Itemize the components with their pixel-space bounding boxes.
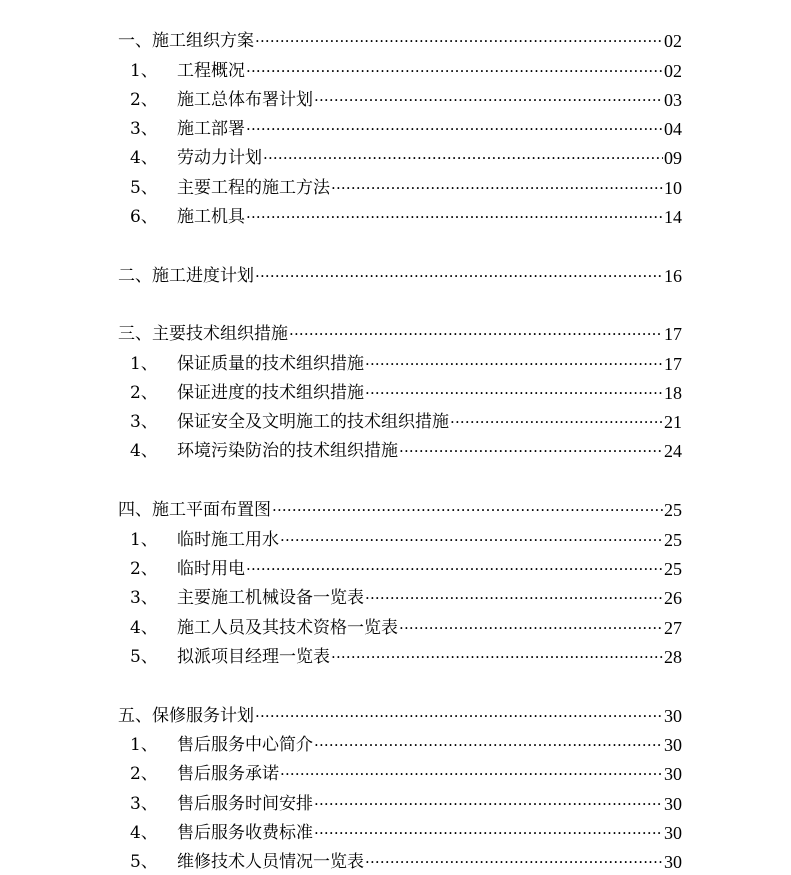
toc-item: [0, 437, 791, 466]
page-number: 30: [664, 764, 682, 784]
page-number: 30: [664, 735, 682, 755]
chapter-title: 三、主要技术组织措施: [118, 324, 288, 344]
leader-dots: [331, 643, 663, 672]
leader-dots: [255, 27, 663, 56]
item-title: 售后服务中心简介: [177, 735, 313, 755]
toc-item: [0, 643, 791, 672]
toc-item: [0, 614, 791, 643]
item-number: 4、: [130, 618, 158, 638]
leader-dots: [450, 408, 663, 437]
toc-item: [0, 731, 791, 760]
toc-item: [0, 408, 791, 437]
item-title: 施工人员及其技术资格一览表: [177, 618, 398, 638]
item-title: 拟派项目经理一览表: [177, 647, 330, 667]
item-title: 环境污染防治的技术组织措施: [177, 441, 398, 461]
item-number: 1、: [130, 735, 158, 755]
leader-dots: [272, 496, 663, 525]
page-number: 17: [664, 324, 682, 344]
item-number: 5、: [130, 647, 158, 667]
toc-chapter-4: [0, 496, 791, 525]
item-number: 3、: [130, 588, 158, 608]
item-title: 保证安全及文明施工的技术组织措施: [177, 412, 449, 432]
leader-dots: [399, 614, 663, 643]
leader-dots: [263, 144, 663, 173]
toc-item: [0, 86, 791, 115]
toc-chapter-2: [0, 262, 791, 291]
item-title: 维修技术人员情况一览表: [177, 852, 364, 872]
page-number: 02: [664, 61, 682, 81]
page-number: 30: [664, 852, 682, 872]
toc-item: [0, 144, 791, 173]
item-number: 3、: [130, 119, 158, 139]
item-number: 2、: [130, 559, 158, 579]
toc-item: [0, 790, 791, 819]
chapter-title: 一、施工组织方案: [118, 31, 254, 51]
item-title: 售后服务收费标准: [177, 823, 313, 843]
page-number: 21: [664, 412, 682, 432]
item-title: 售后服务承诺: [177, 764, 279, 784]
toc-item: [0, 350, 791, 379]
item-number: 1、: [130, 61, 158, 81]
item-title: 施工总体布署计划: [177, 90, 313, 110]
page-number: 17: [664, 354, 682, 374]
leader-dots: [314, 819, 663, 848]
item-title: 工程概况: [177, 61, 245, 81]
leader-dots: [280, 760, 663, 789]
item-title: 售后服务时间安排: [177, 794, 313, 814]
chapter-title: 五、保修服务计划: [118, 706, 254, 726]
toc-chapter-5: [0, 702, 791, 731]
chapter-title: 二、施工进度计划: [118, 266, 254, 286]
leader-dots: [365, 379, 663, 408]
page-number: 30: [664, 706, 682, 726]
toc-item: [0, 174, 791, 203]
page-number: 28: [664, 647, 682, 667]
page-number: 25: [664, 559, 682, 579]
item-title: 主要工程的施工方法: [177, 178, 330, 198]
page-number: 02: [664, 31, 682, 51]
toc-item: [0, 57, 791, 86]
item-title: 临时用电: [177, 559, 245, 579]
leader-dots: [365, 848, 663, 875]
item-title: 施工部署: [177, 119, 245, 139]
toc-item: [0, 584, 791, 613]
toc-item: [0, 848, 791, 875]
toc-chapter-1: [0, 27, 791, 56]
leader-dots: [365, 350, 663, 379]
page-number: 16: [664, 266, 682, 286]
item-title: 劳动力计划: [177, 148, 262, 168]
page-number: 04: [664, 119, 682, 139]
item-number: 2、: [130, 383, 158, 403]
toc-item: [0, 379, 791, 408]
toc-item: [0, 760, 791, 789]
page-number: 30: [664, 823, 682, 843]
leader-dots: [331, 174, 663, 203]
toc-item: [0, 115, 791, 144]
item-number: 1、: [130, 354, 158, 374]
leader-dots: [314, 790, 663, 819]
page-number: 24: [664, 441, 682, 461]
page-number: 25: [664, 530, 682, 550]
page-number: 27: [664, 618, 682, 638]
chapter-title: 四、施工平面布置图: [118, 500, 271, 520]
item-title: 施工机具: [177, 207, 245, 227]
item-number: 4、: [130, 823, 158, 843]
page-number: 03: [664, 90, 682, 110]
page-number: 10: [664, 178, 682, 198]
item-number: 6、: [130, 207, 158, 227]
toc-chapter-3: [0, 320, 791, 349]
leader-dots: [255, 702, 663, 731]
toc-item: [0, 203, 791, 232]
item-number: 2、: [130, 90, 158, 110]
leader-dots: [314, 731, 663, 760]
item-number: 5、: [130, 852, 158, 872]
toc-item: [0, 819, 791, 848]
toc-item: [0, 526, 791, 555]
item-title: 保证质量的技术组织措施: [177, 354, 364, 374]
item-number: 2、: [130, 764, 158, 784]
item-number: 4、: [130, 148, 158, 168]
leader-dots: [314, 86, 663, 115]
leader-dots: [365, 584, 663, 613]
item-title: 主要施工机械设备一览表: [177, 588, 364, 608]
leader-dots: [289, 320, 663, 349]
item-number: 3、: [130, 412, 158, 432]
leader-dots: [246, 555, 663, 584]
item-title: 临时施工用水: [177, 530, 279, 550]
leader-dots: [399, 437, 663, 466]
leader-dots: [246, 115, 663, 144]
item-number: 3、: [130, 794, 158, 814]
page-number: 14: [664, 207, 682, 227]
item-number: 4、: [130, 441, 158, 461]
page-number: 26: [664, 588, 682, 608]
item-number: 1、: [130, 530, 158, 550]
leader-dots: [255, 262, 663, 291]
page-number: 25: [664, 500, 682, 520]
item-title: 保证进度的技术组织措施: [177, 383, 364, 403]
page-number: 18: [664, 383, 682, 403]
leader-dots: [246, 203, 663, 232]
item-number: 5、: [130, 178, 158, 198]
page-number: 09: [664, 148, 682, 168]
toc-item: [0, 555, 791, 584]
page-number: 30: [664, 794, 682, 814]
leader-dots: [280, 526, 663, 555]
leader-dots: [246, 57, 663, 86]
